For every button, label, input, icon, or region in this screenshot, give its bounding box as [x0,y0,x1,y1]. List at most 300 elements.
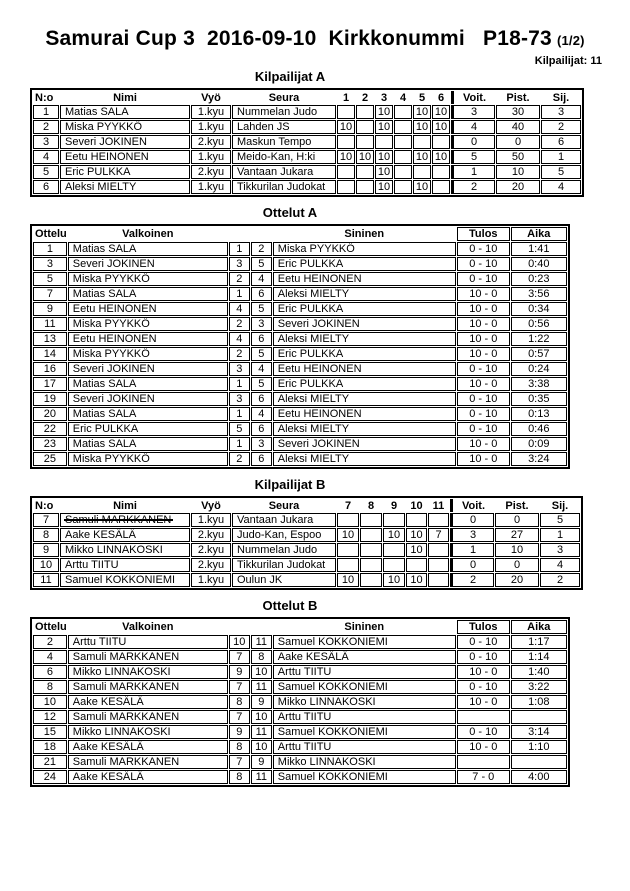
cell-result: 0 - 10 [457,242,510,256]
cell-club: Nummelan Judo [232,105,336,119]
col-header-valkoinen: Valkoinen [122,621,174,633]
cell-number: 6 [33,180,59,194]
cell-white-number: 8 [229,695,250,709]
cell-blue-name: Samuel KOKKONIEMI [273,680,456,694]
cell-wins: 4 [451,120,495,134]
match-row [33,680,567,694]
col-header-opponent: 5 [418,91,426,104]
cell-blue-number: 6 [251,392,272,406]
cell-white-number: 7 [229,710,250,724]
cell-white-name: Arttu TIITU [68,635,228,649]
cell-time: 1:10 [511,740,567,754]
cell-match-number: 23 [33,437,67,451]
cell-white-number: 8 [229,740,250,754]
cell-club: Lahden JS [232,120,336,134]
cell-score: 10 [383,528,405,542]
cell-blue-number: 4 [251,362,272,376]
cell-number: 7 [33,513,59,527]
cell-time: 0:57 [511,347,567,361]
cell-points: 30 [496,105,540,119]
cell-name: Arttu TIITU [60,558,190,572]
cell-white-number: 7 [229,650,250,664]
cell-points: 0 [495,513,539,527]
cell-blue-number: 9 [251,755,272,769]
match-row [33,332,567,346]
cell-blue-name: Arttu TIITU [273,710,456,724]
match-row [33,452,567,466]
match-row [33,422,567,436]
cell-club: Vantaan Jukara [232,165,336,179]
cell-blue-number: 6 [251,452,272,466]
cell-placement: 5 [541,165,581,179]
cell-white-name: Eetu HEINONEN [68,302,228,316]
cell-number: 5 [33,165,59,179]
cell-blue-name: Mikko LINNAKOSKI [273,755,456,769]
col-header-pist: Pist. [506,91,530,104]
cell-score: 10 [432,120,450,134]
cell-match-number: 8 [33,680,67,694]
cell-name: Eetu HEINONEN [60,150,190,164]
cell-name: Aake KESÄLÄ [60,528,190,542]
cell-white-name: Miska PYYKKÖ [68,347,228,361]
cell-white-name: Matias SALA [68,242,228,256]
cell-time [511,755,567,769]
cell-club: Nummelan Judo [232,543,336,557]
cell-score [360,528,382,542]
cell-white-number: 2 [229,452,250,466]
cell-points: 50 [496,150,540,164]
cell-wins: 3 [451,105,495,119]
match-row [33,437,567,451]
cell-match-number: 2 [33,635,67,649]
cell-blue-number: 3 [251,317,272,331]
cell-time: 3:56 [511,287,567,301]
cell-belt: 1.kyu [191,120,231,134]
cell-score: 10 [375,150,393,164]
cell-belt: 1.kyu [191,150,231,164]
match-row [33,272,567,286]
col-header-white-number [229,227,250,241]
match-row [33,665,567,679]
cell-belt: 2.kyu [191,528,231,542]
cell-blue-number: 10 [251,740,272,754]
cell-result: 0 - 10 [457,392,510,406]
cell-result: 0 - 10 [457,650,510,664]
cell-wins: 2 [451,180,495,194]
cell-score: 10 [406,573,427,587]
cell-score [394,165,412,179]
cell-placement: 2 [541,120,581,134]
competitor-row [33,180,581,194]
cell-score [428,573,449,587]
cell-result: 0 - 10 [457,362,510,376]
cell-white-number: 3 [229,362,250,376]
cell-match-number: 1 [33,242,67,256]
cell-white-name: Matias SALA [68,437,228,451]
col-header-opponent: 2 [361,91,369,104]
cell-blue-number: 4 [251,272,272,286]
cell-time: 0:56 [511,317,567,331]
cell-score: 10 [375,105,393,119]
cell-score [356,135,374,149]
cell-points: 10 [496,165,540,179]
cell-blue-number: 3 [251,437,272,451]
cell-blue-number: 5 [251,377,272,391]
cell-time: 0:23 [511,272,567,286]
cell-number: 3 [33,135,59,149]
col-header-opponent: 7 [344,499,352,512]
cell-result: 10 - 0 [457,695,510,709]
cell-name: Samuli MARKKANEN [60,513,190,527]
cell-white-number: 5 [229,422,250,436]
cell-score [356,180,374,194]
cell-belt: 1.kyu [191,573,231,587]
cell-result: 0 - 10 [457,725,510,739]
cell-name: Severi JOKINEN [60,135,190,149]
cell-blue-number: 6 [251,332,272,346]
cell-blue-number: 6 [251,287,272,301]
cell-match-number: 3 [33,257,67,271]
cell-white-number: 1 [229,407,250,421]
cell-white-number: 2 [229,347,250,361]
cell-result: 10 - 0 [457,332,510,346]
cell-club: Tikkurilan Judokat [232,180,336,194]
cell-placement: 6 [541,135,581,149]
match-row [33,710,567,724]
cell-score [383,543,405,557]
cell-white-name: Aake KESÄLÄ [68,695,228,709]
participants-count: Kilpailijat: 11 [534,55,602,67]
cell-time: 1:22 [511,332,567,346]
cell-score [337,513,359,527]
cell-placement: 3 [540,543,580,557]
cell-wins: 2 [450,573,494,587]
col-header-blue-number [251,227,272,241]
competitor-row [33,513,580,527]
col-header-valkoinen: Valkoinen [122,228,174,240]
cell-number: 2 [33,120,59,134]
cell-result: 10 - 0 [457,317,510,331]
cell-score: 7 [428,528,449,542]
cell-wins: 1 [451,165,495,179]
cell-score: 10 [413,120,431,134]
cell-score [360,543,382,557]
cell-time: 3:14 [511,725,567,739]
cell-blue-name: Aleksi MIELTY [273,287,456,301]
col-header-nimi: Nimi [113,91,137,104]
cell-time: 0:46 [511,422,567,436]
cell-wins: 0 [450,558,494,572]
cell-score [406,558,427,572]
col-header-sininen: Sininen [344,228,385,240]
cell-number: 1 [33,105,59,119]
cell-result: 10 - 0 [457,287,510,301]
cell-score [394,105,412,119]
cell-white-name: Samuli MARKKANEN [68,650,228,664]
cell-score [413,165,431,179]
cell-score [432,165,450,179]
col-header-blue-number [251,620,272,634]
col-header-no: N:o [35,499,54,512]
col-header-opponent: 3 [380,91,388,104]
cell-white-name: Matias SALA [68,377,228,391]
cell-white-name: Aake KESÄLÄ [68,740,228,754]
cell-white-name: Mikko LINNAKOSKI [68,725,228,739]
cell-result: 10 - 0 [457,437,510,451]
cell-time: 4:00 [511,770,567,784]
cell-club: Oulun JK [232,573,336,587]
cell-name: Aleksi MIELTY [60,180,190,194]
cell-blue-name: Eetu HEINONEN [273,362,456,376]
cell-club: Meido-Kan, H:ki [232,150,336,164]
col-header-no: N:o [35,91,54,104]
cell-points: 10 [495,543,539,557]
cell-score [360,558,382,572]
cell-belt: 2.kyu [191,135,231,149]
col-header-opponent: 6 [437,91,445,104]
cell-white-name: Aake KESÄLÄ [68,770,228,784]
cell-name: Miska PYYKKÖ [60,120,190,134]
cell-blue-number: 10 [251,710,272,724]
competitor-row [33,543,580,557]
header-row [33,91,581,104]
cell-name: Matias SALA [60,105,190,119]
cell-blue-name: Samuel KOKKONIEMI [273,770,456,784]
cell-number: 8 [33,528,59,542]
match-row [33,407,567,421]
cell-blue-number: 9 [251,695,272,709]
cell-score: 10 [356,150,374,164]
col-header-voit: Voit. [451,91,495,104]
cell-blue-number: 8 [251,650,272,664]
cell-score [360,513,382,527]
cell-score [428,558,449,572]
table-ottelut-a [30,224,570,469]
cell-time: 0:13 [511,407,567,421]
cell-result [457,755,510,769]
cell-score: 10 [375,180,393,194]
cell-score [394,120,412,134]
section-title-ottelut-a: Ottelut A [262,205,318,220]
cell-white-name: Severi JOKINEN [68,392,228,406]
cell-match-number: 6 [33,665,67,679]
table-kilpailijat-b [30,496,583,590]
section-title-ottelut-b: Ottelut B [262,598,318,613]
cell-blue-name: Aake KESÄLÄ [273,650,456,664]
cell-score: 10 [337,120,355,134]
cell-time: 0:35 [511,392,567,406]
cell-time: 0:40 [511,257,567,271]
cell-result: 10 - 0 [457,377,510,391]
match-row [33,635,567,649]
cell-blue-number: 11 [251,725,272,739]
cell-white-number: 1 [229,437,250,451]
match-row [33,695,567,709]
cell-name: Mikko LINNAKOSKI [60,543,190,557]
cell-club: Maskun Tempo [232,135,336,149]
page-number: (1/2) [556,33,585,48]
match-row [33,362,567,376]
cell-blue-name: Eetu HEINONEN [273,272,456,286]
match-row [33,650,567,664]
cell-blue-name: Aleksi MIELTY [273,392,456,406]
col-header-ottelu: Ottelu [35,621,67,633]
cell-white-number: 1 [229,377,250,391]
cell-blue-name: Severi JOKINEN [273,317,456,331]
cell-blue-number: 11 [251,770,272,784]
match-row [33,740,567,754]
cell-result: 0 - 10 [457,680,510,694]
col-header-tulos: Tulos [457,620,510,634]
competitor-row [33,528,580,542]
cell-match-number: 13 [33,332,67,346]
cell-score [428,543,449,557]
cell-white-name: Eric PULKKA [68,422,228,436]
cell-wins: 3 [450,528,494,542]
cell-score [375,135,393,149]
cell-club: Vantaan Jukara [232,513,336,527]
cell-time: 1:08 [511,695,567,709]
cell-score [337,165,355,179]
cell-white-name: Samuli MARKKANEN [68,680,228,694]
cell-club: Tikkurilan Judokat [232,558,336,572]
cell-result: 10 - 0 [457,665,510,679]
col-header-nimi: Nimi [113,499,137,512]
header-row [33,620,567,634]
cell-result: 0 - 10 [457,635,510,649]
cell-white-number: 3 [229,392,250,406]
col-header-vyo: Vyö [201,499,221,512]
cell-time: 1:41 [511,242,567,256]
cell-score [337,180,355,194]
cell-match-number: 11 [33,317,67,331]
cell-blue-number: 2 [251,242,272,256]
cell-blue-name: Aleksi MIELTY [273,452,456,466]
cell-placement: 1 [540,528,580,542]
cell-time: 1:14 [511,650,567,664]
cell-time: 1:40 [511,665,567,679]
competitor-row [33,150,581,164]
cell-match-number: 14 [33,347,67,361]
col-header-seura: Seura [268,91,300,104]
col-header-opponent: 1 [342,91,350,104]
cell-white-number: 1 [229,287,250,301]
cell-score: 10 [406,543,427,557]
cell-result: 0 - 10 [457,407,510,421]
cell-score [432,180,450,194]
cell-match-number: 17 [33,377,67,391]
cell-score [383,558,405,572]
cell-result: 10 - 0 [457,740,510,754]
cell-number: 4 [33,150,59,164]
cell-match-number: 15 [33,725,67,739]
cell-score: 10 [406,528,427,542]
cell-score [356,105,374,119]
cell-score [337,543,359,557]
cell-placement: 5 [540,513,580,527]
cell-white-number: 9 [229,665,250,679]
cell-points: 40 [496,120,540,134]
cell-belt: 1.kyu [191,105,231,119]
cell-points: 0 [495,558,539,572]
cell-time: 0:09 [511,437,567,451]
cell-time: 3:22 [511,680,567,694]
cell-result: 7 - 0 [457,770,510,784]
cell-score: 10 [413,180,431,194]
cell-points: 0 [496,135,540,149]
col-header-sininen: Sininen [344,621,385,633]
competitor-row [33,105,581,119]
col-header-opponent: 9 [390,499,398,512]
cell-name: Samuel KOKKONIEMI [60,573,190,587]
match-row [33,302,567,316]
cell-score [432,135,450,149]
cell-score [360,573,382,587]
cell-score [337,135,355,149]
cell-points: 27 [495,528,539,542]
cell-match-number: 22 [33,422,67,436]
cell-score [356,120,374,134]
cell-white-name: Matias SALA [68,407,228,421]
cell-number: 11 [33,573,59,587]
col-header-aika: Aika [511,227,567,241]
cell-white-name: Mikko LINNAKOSKI [68,665,228,679]
cell-wins: 0 [451,135,495,149]
cell-blue-number: 5 [251,347,272,361]
cell-time: 3:38 [511,377,567,391]
cell-time: 3:24 [511,452,567,466]
cell-score: 10 [337,573,359,587]
match-row [33,347,567,361]
cell-white-name: Miska PYYKKÖ [68,317,228,331]
col-header-seura: Seura [268,499,300,512]
section-title-kilpailijat-a: Kilpailijat A [254,69,326,84]
cell-blue-name: Arttu TIITU [273,740,456,754]
cell-white-number: 10 [229,635,250,649]
cell-placement: 3 [541,105,581,119]
match-row [33,287,567,301]
cell-match-number: 5 [33,272,67,286]
match-row [33,317,567,331]
cell-score: 10 [413,150,431,164]
cell-blue-name: Severi JOKINEN [273,437,456,451]
cell-name: Eric PULKKA [60,165,190,179]
cell-time: 0:34 [511,302,567,316]
cell-blue-name: Samuel KOKKONIEMI [273,725,456,739]
col-header-opponent: 4 [399,91,407,104]
cell-number: 10 [33,558,59,572]
cell-match-number: 16 [33,362,67,376]
cell-white-number: 7 [229,680,250,694]
competitor-row [33,165,581,179]
cell-blue-name: Eric PULKKA [273,347,456,361]
cell-match-number: 19 [33,392,67,406]
cell-blue-name: Eric PULKKA [273,377,456,391]
cell-white-number: 2 [229,272,250,286]
cell-blue-number: 4 [251,407,272,421]
cell-match-number: 24 [33,770,67,784]
cell-match-number: 18 [33,740,67,754]
col-header-opponent: 8 [367,499,375,512]
cell-score [394,135,412,149]
cell-blue-number: 11 [251,635,272,649]
cell-score: 10 [432,150,450,164]
tournament-title: Samurai Cup 3 2016-09-10 Kirkkonummi P18-73 [45,27,552,50]
cell-blue-name: Arttu TIITU [273,665,456,679]
col-header-opponent: 10 [410,499,423,512]
cell-score [394,150,412,164]
cell-placement: 4 [541,180,581,194]
